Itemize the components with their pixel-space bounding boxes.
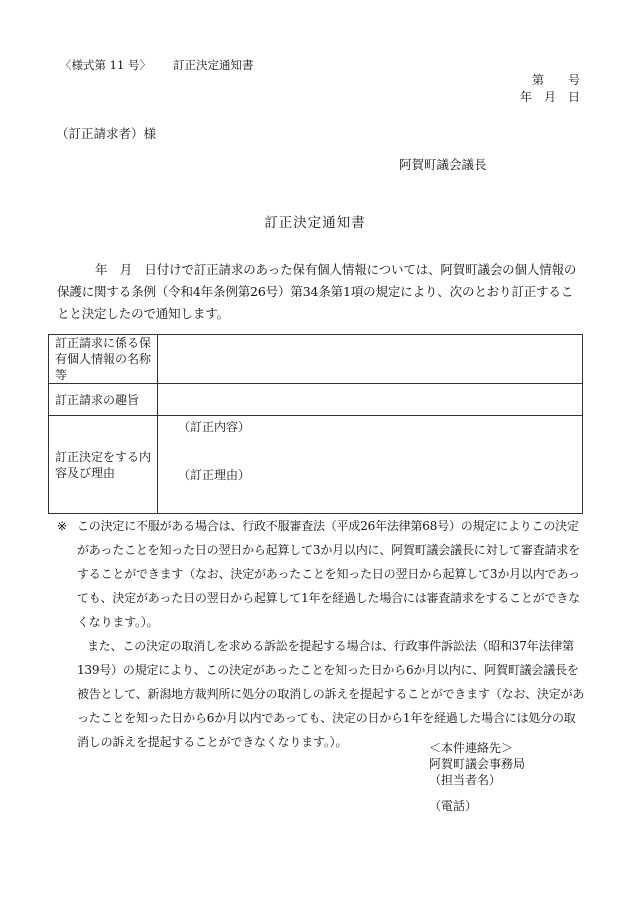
- form-number: 〈様式第 11 号〉: [60, 58, 151, 72]
- table-row: [49, 416, 583, 514]
- note-lawsuit: また、この決定の取消しを求める訴訟を提起する場合は、行政事件訴訟法（昭和37年法律第139号）の規定により、この決定があったことを知った日から6か月以内に、阿賀町議会議長を被告として、新潟地方裁判所に処分の取消しの訴えを提起することができます（なお、決定があったことを知った日から6か月以内であっても、決定の日から1年を経過した場合には処分の取消しの訴えを提起することができなくなります。）。: [77, 639, 585, 749]
- note-appeal: この決定に不服がある場合は、行政不服審査法（平成26年法律第68号）の規定によりこの決定があったことを知った日の翌日から起算して3か月以内に、阿賀町議会議長に対して審査請求をすることができます（なお、決定があったことを知った日の翌日から起算して3か月以内であっても、決定があった日の翌日から起算して1年を経過した場合には審査請求をすることができなくなります。）。: [77, 519, 580, 629]
- label-info-name: 訂正請求に係る保有個人情報の名称等: [49, 335, 158, 384]
- contact-heading: ＜本件連絡先＞: [429, 741, 514, 755]
- correction-content-label: （訂正内容）: [178, 420, 251, 434]
- form-number-line: [60, 57, 253, 73]
- sender: 阿賀町議会議長: [399, 157, 487, 172]
- form-header-title: 訂正決定通知書: [172, 58, 254, 72]
- reference-block: [520, 72, 580, 106]
- addressee: （訂正請求者）様: [56, 126, 157, 141]
- contact-block: [429, 740, 525, 814]
- document-date: 年 月 日: [519, 90, 580, 104]
- label-request-purpose: 訂正請求の趣旨: [49, 384, 158, 416]
- value-decision-reason: [158, 416, 583, 514]
- decision-table: [48, 334, 583, 514]
- label-decision-reason: 訂正決定をする内容及び理由: [49, 416, 158, 514]
- value-request-purpose: [158, 384, 583, 416]
- body-paragraph: 年 月 日付けで訂正請求のあった保有個人情報については、阿賀町議会の個人情報の保護に関する条例（令和4年条例第26号）第34条第1項の規定により、次のとおり訂正することと決定したので通知します。: [57, 262, 577, 321]
- contact-phone: （電話）: [429, 799, 478, 813]
- contact-office: 阿賀町議会事務局: [429, 757, 526, 771]
- document-title: 訂正決定通知書: [264, 215, 366, 231]
- notes-section: [57, 514, 585, 754]
- note-mark: ※: [57, 519, 68, 533]
- value-info-name: [158, 335, 583, 384]
- table-row: [49, 384, 583, 416]
- table-row: [49, 335, 583, 384]
- document-number: 第 号: [531, 73, 580, 87]
- correction-reason-label: （訂正理由）: [178, 468, 251, 482]
- contact-person: （担当者名）: [429, 773, 502, 787]
